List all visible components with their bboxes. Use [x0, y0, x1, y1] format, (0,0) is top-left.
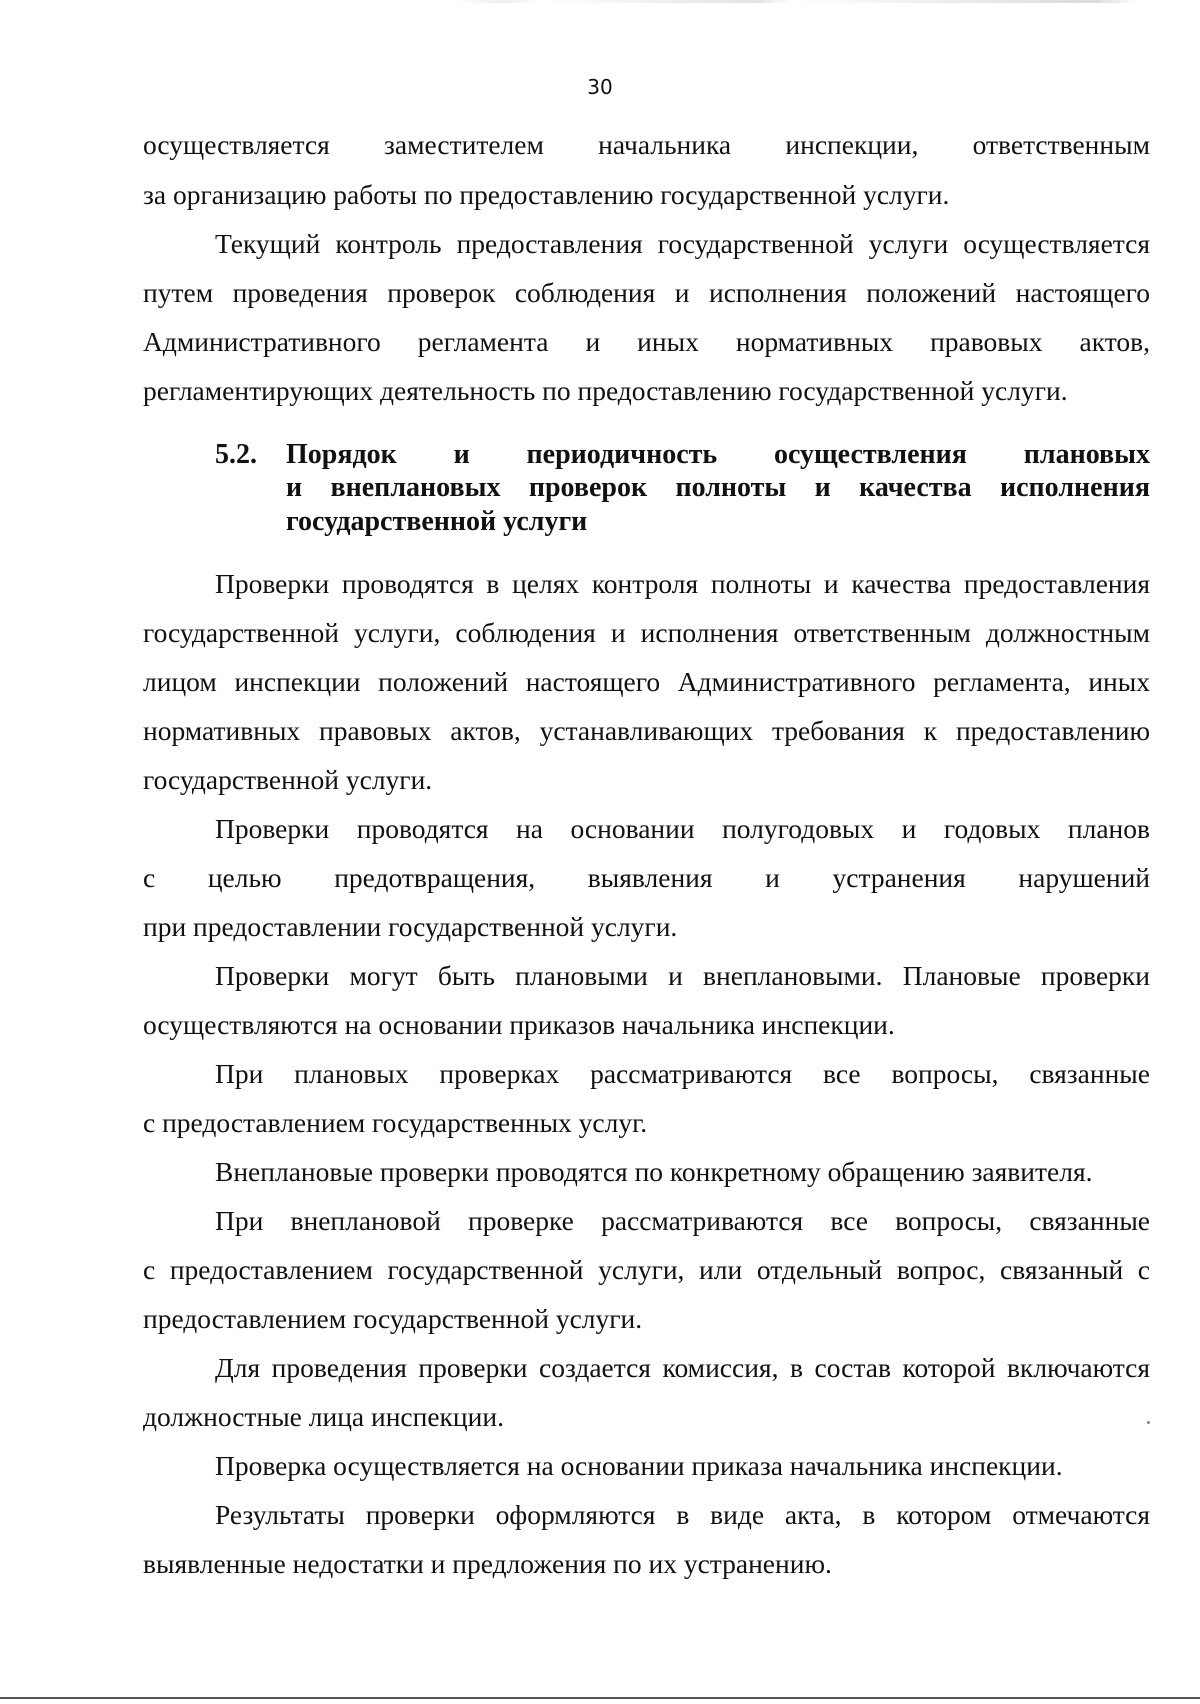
paragraph-3-line-1: Проверки проводятся в целях контроля полноты и качества предоставления	[215, 568, 1150, 599]
page-number: 30	[587, 75, 613, 99]
paragraph-2-line-2: путем проведения проверок соблюдения и исполнения положений настоящего	[143, 277, 1150, 308]
top-scan-edge	[0, 0, 1200, 3]
paragraph-4-line-3: при предоставлении государственной услуги.	[143, 911, 678, 942]
paragraph-2-line-1: Текущий контроль предоставления государственной услуги осуществляется	[215, 228, 1150, 259]
paragraph-10-line-1: Проверка осуществляется на основании приказа начальника инспекции.	[215, 1450, 1063, 1481]
paragraph-8-line-3: предоставлением государственной услуги.	[143, 1303, 643, 1334]
paragraph-1-line-2: за организацию работы по предоставлению государственной услуги.	[143, 179, 950, 210]
paragraph-9-line-1: Для проведения проверки создается комиссия, в состав которой включаются	[215, 1352, 1150, 1383]
section-title-line-1: Порядок и периодичность осуществления плановых	[286, 439, 1150, 470]
paragraph-11-line-1: Результаты проверки оформляются в виде акта, в котором отмечаются	[215, 1499, 1150, 1530]
bottom-scan-edge	[0, 1697, 1200, 1699]
paragraph-11-line-2: выявленные недостатки и предложения по их устранению.	[143, 1548, 832, 1579]
paragraph-3-line-3: лицом инспекции положений настоящего Административного регламента, иных	[143, 666, 1150, 697]
section-number: 5.2.	[215, 439, 257, 470]
paragraph-3-line-2: государственной услуги, соблюдения и исполнения ответственным должностным	[143, 617, 1150, 648]
paragraph-3-line-4: нормативных правовых актов, устанавливающих требования к предоставлению	[143, 715, 1150, 746]
paragraph-2-line-3: Административного регламента и иных нормативных правовых актов,	[143, 326, 1150, 357]
paragraph-6-line-1: При плановых проверках рассматриваются все вопросы, связанные	[215, 1058, 1150, 1089]
paragraph-8-line-1: При внеплановой проверке рассматриваются все вопросы, связанные	[215, 1205, 1150, 1236]
paragraph-1-line-1: осуществляется заместителем начальника инспекции, ответственным	[143, 129, 1150, 160]
paragraph-4-line-1: Проверки проводятся на основании полугодовых и годовых планов	[215, 813, 1150, 844]
paragraph-8-line-2: с предоставлением государственной услуги, или отдельный вопрос, связанный с	[143, 1254, 1150, 1285]
paragraph-9-line-2: должностные лица инспекции.	[143, 1401, 504, 1432]
paragraph-5-line-2: осуществляются на основании приказов начальника инспекции.	[143, 1009, 895, 1040]
paragraph-3-line-5: государственной услуги.	[143, 764, 433, 795]
section-title-line-3: государственной услуги	[286, 506, 588, 537]
paragraph-7-line-1: Внеплановые проверки проводятся по конкретному обращению заявителя.	[215, 1156, 1093, 1187]
section-title-line-2: и внеплановых проверок полноты и качества исполнения	[286, 472, 1150, 503]
paragraph-5-line-1: Проверки могут быть плановыми и внеплановыми. Плановые проверки	[215, 960, 1150, 991]
paragraph-4-line-2: с целью предотвращения, выявления и устранения нарушений	[143, 862, 1150, 893]
paragraph-6-line-2: с предоставлением государственных услуг.	[143, 1107, 648, 1138]
scan-dot	[1147, 1421, 1150, 1424]
paragraph-2-line-4: регламентирующих деятельность по предоставлению государственной услуги.	[143, 375, 1068, 406]
